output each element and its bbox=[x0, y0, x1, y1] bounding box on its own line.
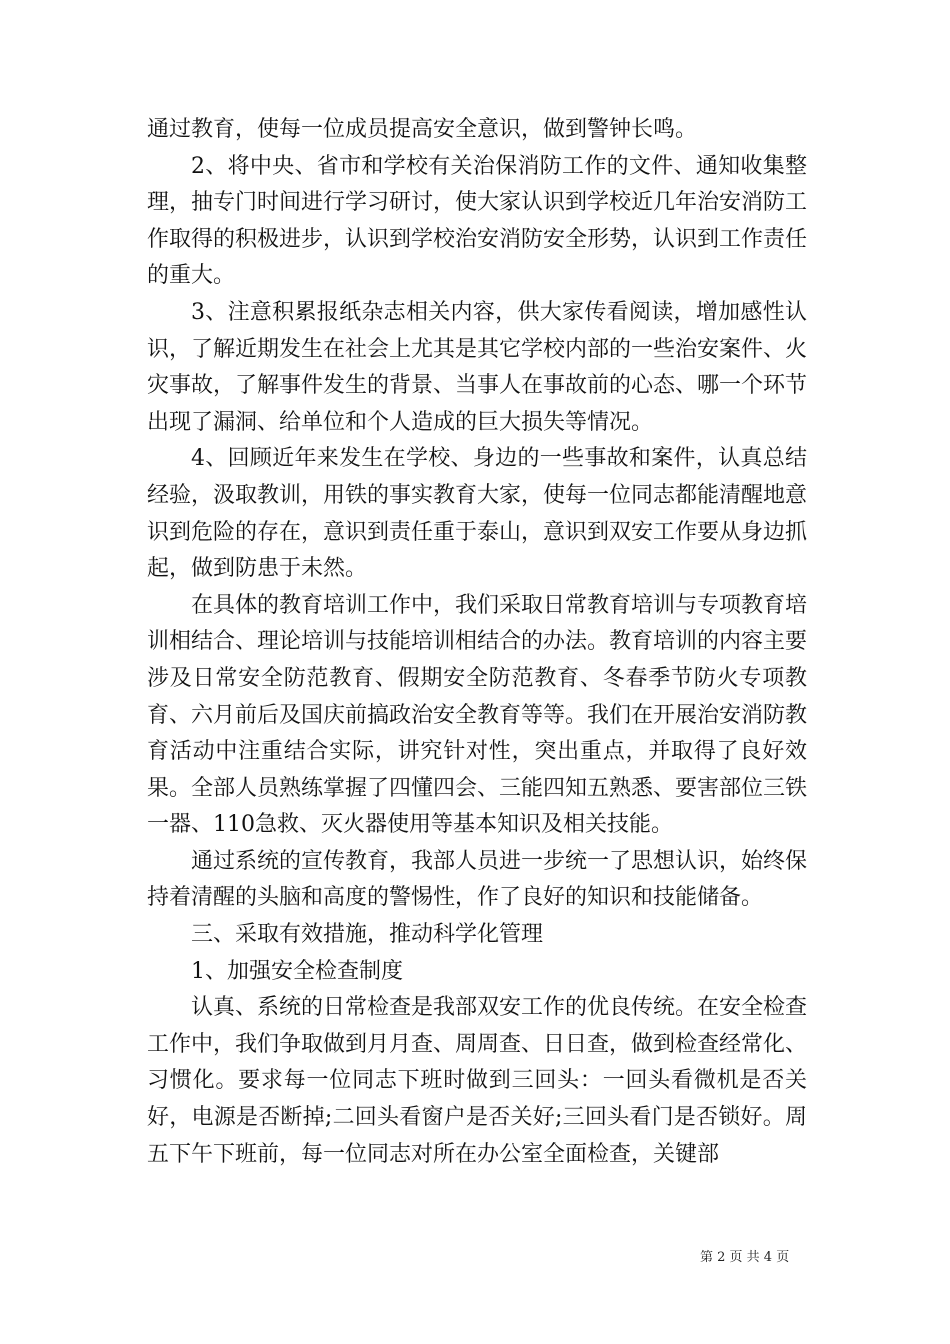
subsection-heading-1: 1、加强安全检查制度 bbox=[191, 958, 403, 984]
paragraph-item-3: 3、注意积累报纸杂志相关内容，供大家传看阅读，增加感性认识，了解近期发生在社会上尤其是其它学校内部的一些治安案件、火灾事故，了解事件发生的背景、当事人在事故前的心态、哪一个环节出现了漏洞、给单位和个人造成的巨大损失等情况。 bbox=[147, 299, 808, 435]
paragraph-item-4: 4、回顾近年来发生在学校、身边的一些事故和案件，认真总结经验，汲取教训，用铁的事实教育大家，使每一位同志都能清醒地意识到危险的存在，意识到责任重于泰山，意识到双安工作要从身边抓起，做到防患于未然。 bbox=[147, 446, 808, 582]
paragraph-training: 在具体的教育培训工作中，我们采取日常教育培训与专项教育培训相结合、理论培训与技能培训相结合的办法。教育培训的内容主要涉及日常安全防范教育、假期安全防范教育、冬春季节防火专项教育、六月前后及国庆前搞政治安全教育等等。我们在开展治安消防教育活动中注重结合实际，讲究针对性，突出重点，并取得了良好效果。全部人员熟练掌握了四懂四会、三能四知五熟悉、要害部位三铁一器、110急救、灭火器使用等基本知识及相关技能。 bbox=[147, 592, 808, 838]
section-heading-3: 三、采取有效措施，推动科学化管理 bbox=[191, 922, 544, 948]
page-number: 第 2 页 共 4 页 bbox=[700, 1250, 790, 1265]
document-body bbox=[147, 112, 807, 1173]
paragraph-continuation: 通过教育，使每一位成员提高安全意识，做到警钟长鸣。 bbox=[147, 117, 698, 142]
paragraph-inspection: 认真、系统的日常检查是我部双安工作的优良传统。在安全检查工作中，我们争取做到月月查、周周查、日日查，做到检查经常化、习惯化。要求每一位同志下班时做到三回头：一回头看微机是否关好，电源是否断掉;二回头看窗户是否关好;三回头看门是否锁好。周五下午下班前，每一位同志对所在办公室全面检查，关键部 bbox=[147, 995, 808, 1167]
paragraph-summary: 通过系统的宣传教育，我部人员进一步统一了思想认识，始终保持着清醒的头脑和高度的警惕性，作了良好的知识和技能储备。 bbox=[147, 848, 808, 911]
paragraph-item-2: 2、将中央、省市和学校有关治保消防工作的文件、通知收集整理，抽专门时间进行学习研讨，使大家认识到学校近几年治安消防工作取得的积极进步，认识到学校治安消防安全形势，认识到工作责任的重大。 bbox=[147, 153, 808, 289]
